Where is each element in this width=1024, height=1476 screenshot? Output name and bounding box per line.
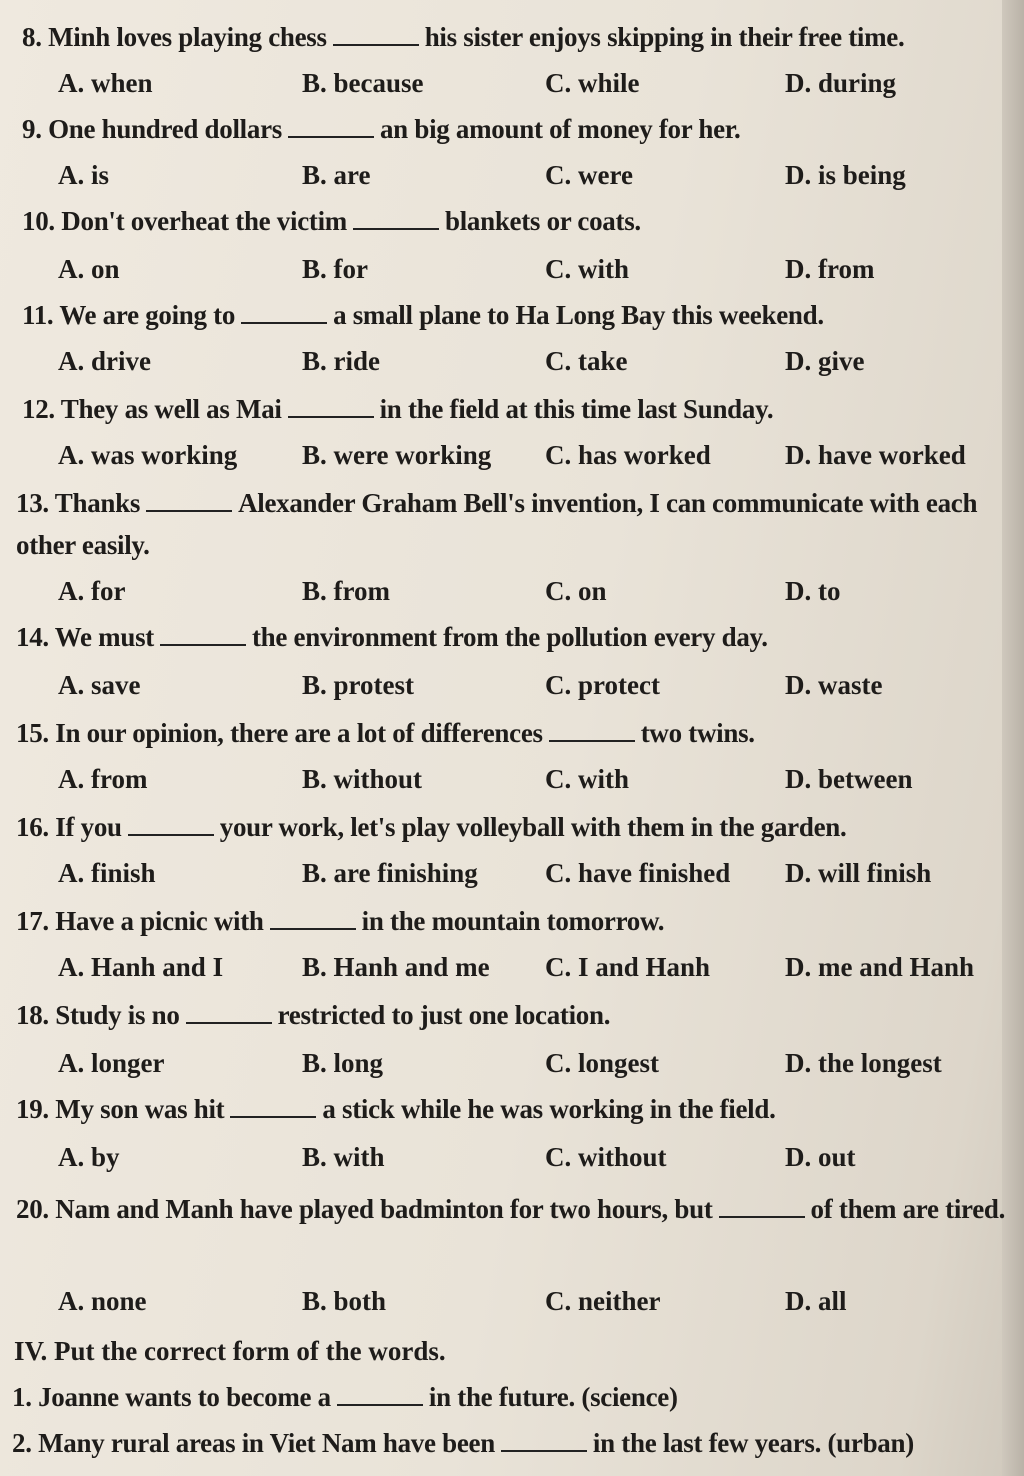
section-heading: IV. Put the correct form of the words.	[14, 1336, 446, 1366]
option-b: B. protest	[302, 670, 414, 700]
option-a: A. by	[58, 1142, 120, 1172]
question-stem: 11. We are going to	[22, 300, 236, 330]
question-stem: 2. Many rural areas in Viet Nam have been	[12, 1428, 495, 1458]
answer-blank	[186, 1000, 272, 1024]
answer-blank	[288, 114, 374, 138]
answer-blank	[337, 1382, 423, 1406]
question-19	[16, 1094, 776, 1125]
option-a: A. Hanh and I	[58, 952, 224, 982]
options-17	[0, 952, 1024, 992]
answer-blank	[146, 488, 232, 512]
option-d: D. out	[785, 1142, 856, 1172]
question-15	[16, 718, 755, 749]
question-rest: his sister enjoys skipping in their free time.	[424, 22, 905, 52]
option-b: B. for	[302, 254, 368, 284]
option-a: A. longer	[58, 1048, 165, 1078]
question-stem: 20. Nam and Manh have played badminton for two hours, but	[16, 1194, 713, 1224]
answer-blank	[270, 906, 356, 930]
option-d: D. between	[785, 764, 913, 794]
question-20	[16, 1188, 1016, 1230]
question-stem: 14. We must	[16, 622, 154, 652]
question-stem: 8. Minh loves playing chess	[22, 22, 327, 52]
question-rest: two twins.	[640, 718, 755, 748]
option-a: A. on	[58, 254, 120, 284]
options-11	[0, 346, 1024, 386]
question-11	[22, 300, 824, 331]
question-stem: 1. Joanne wants to become a	[12, 1382, 331, 1412]
word-form-2	[12, 1428, 914, 1459]
option-d: D. all	[785, 1286, 847, 1316]
question-rest: in the future. (science)	[428, 1382, 678, 1412]
option-d: D. have worked	[785, 440, 966, 470]
options-18	[0, 1048, 1024, 1088]
answer-blank	[333, 22, 419, 46]
options-20	[0, 1286, 1024, 1326]
options-13	[0, 576, 1024, 616]
question-stem: 9. One hundred dollars	[22, 114, 282, 144]
answer-blank	[353, 206, 439, 230]
question-stem: 17. Have a picnic with	[16, 906, 264, 936]
answer-blank	[230, 1094, 316, 1118]
option-c: C. have finished	[545, 858, 731, 888]
options-14	[0, 670, 1024, 710]
question-18	[16, 1000, 610, 1031]
question-stem: 13. Thanks	[16, 488, 141, 518]
question-10	[22, 206, 641, 237]
question-rest: a small plane to Ha Long Bay this weekend.	[333, 300, 824, 330]
option-c: C. has worked	[545, 440, 711, 470]
question-stem: 16. If you	[16, 812, 122, 842]
question-stem: 10. Don't overheat the victim	[22, 206, 347, 236]
option-b: B. long	[302, 1048, 384, 1078]
question-rest: in the mountain tomorrow.	[361, 906, 665, 936]
option-d: D. from	[785, 254, 875, 284]
options-10	[0, 254, 1024, 294]
options-12	[0, 440, 1024, 480]
options-9	[0, 160, 1024, 200]
option-a: A. finish	[58, 858, 156, 888]
question-stem: 12. They as well as Mai	[22, 394, 282, 424]
option-c: C. with	[545, 254, 630, 284]
question-rest: your work, let's play volleyball with them in the garden.	[219, 812, 847, 842]
option-a: A. for	[58, 576, 126, 606]
option-d: D. is being	[785, 160, 906, 190]
question-13	[16, 482, 1016, 566]
option-b: B. because	[302, 68, 424, 98]
option-c: C. were	[545, 160, 633, 190]
option-c: C. neither	[545, 1286, 661, 1316]
options-16	[0, 858, 1024, 898]
question-17	[16, 906, 664, 937]
answer-blank	[719, 1194, 805, 1218]
answer-blank	[160, 622, 246, 646]
answer-blank	[288, 394, 374, 418]
question-rest: Alexander Graham Bell's invention, I can communicate with each other easily.	[16, 488, 978, 560]
question-14	[16, 622, 768, 653]
option-b: B. ride	[302, 346, 380, 376]
option-d: D. the longest	[785, 1048, 942, 1078]
option-c: C. with	[545, 764, 630, 794]
question-stem: 15. In our opinion, there are a lot of differences	[16, 718, 543, 748]
option-a: A. was working	[58, 440, 238, 470]
option-d: D. waste	[785, 670, 883, 700]
option-c: C. I and Hanh	[545, 952, 711, 982]
option-b: B. Hanh and me	[302, 952, 490, 982]
answer-blank	[549, 718, 635, 742]
option-c: C. longest	[545, 1048, 659, 1078]
option-d: D. to	[785, 576, 841, 606]
option-b: B. both	[302, 1286, 387, 1316]
option-c: C. protect	[545, 670, 660, 700]
option-b: B. were working	[302, 440, 492, 470]
option-b: B. from	[302, 576, 390, 606]
option-b: B. are	[302, 160, 371, 190]
option-d: D. give	[785, 346, 865, 376]
option-c: C. while	[545, 68, 640, 98]
option-a: A. none	[58, 1286, 147, 1316]
option-b: B. without	[302, 764, 423, 794]
answer-blank	[501, 1428, 587, 1452]
question-rest: a stick while he was working in the field.	[322, 1094, 776, 1124]
option-a: A. is	[58, 160, 110, 190]
option-a: A. from	[58, 764, 148, 794]
question-rest: in the field at this time last Sunday.	[379, 394, 774, 424]
question-9	[22, 114, 740, 145]
option-d: D. during	[785, 68, 897, 98]
answer-blank	[128, 812, 214, 836]
question-stem: 18. Study is no	[16, 1000, 180, 1030]
question-8	[22, 22, 904, 53]
option-c: C. without	[545, 1142, 667, 1172]
options-15	[0, 764, 1024, 804]
option-b: B. with	[302, 1142, 385, 1172]
question-16	[16, 812, 846, 843]
option-c: C. take	[545, 346, 628, 376]
option-c: C. on	[545, 576, 607, 606]
option-b: B. are finishing	[302, 858, 478, 888]
question-rest: the environment from the pollution every day.	[251, 622, 768, 652]
question-rest: blankets or coats.	[444, 206, 641, 236]
question-12	[22, 394, 773, 425]
option-a: A. when	[58, 68, 153, 98]
answer-blank	[241, 300, 327, 324]
option-a: A. drive	[58, 346, 151, 376]
option-a: A. save	[58, 670, 141, 700]
option-d: D. will finish	[785, 858, 932, 888]
options-19	[0, 1142, 1024, 1182]
question-rest: in the last few years. (urban)	[592, 1428, 914, 1458]
question-rest: an big amount of money for her.	[379, 114, 741, 144]
option-d: D. me and Hanh	[785, 952, 975, 982]
question-stem: 19. My son was hit	[16, 1094, 225, 1124]
question-rest: of them are tired.	[810, 1194, 1006, 1224]
options-8	[0, 68, 1024, 108]
question-rest: restricted to just one location.	[277, 1000, 611, 1030]
word-form-1	[12, 1382, 678, 1413]
